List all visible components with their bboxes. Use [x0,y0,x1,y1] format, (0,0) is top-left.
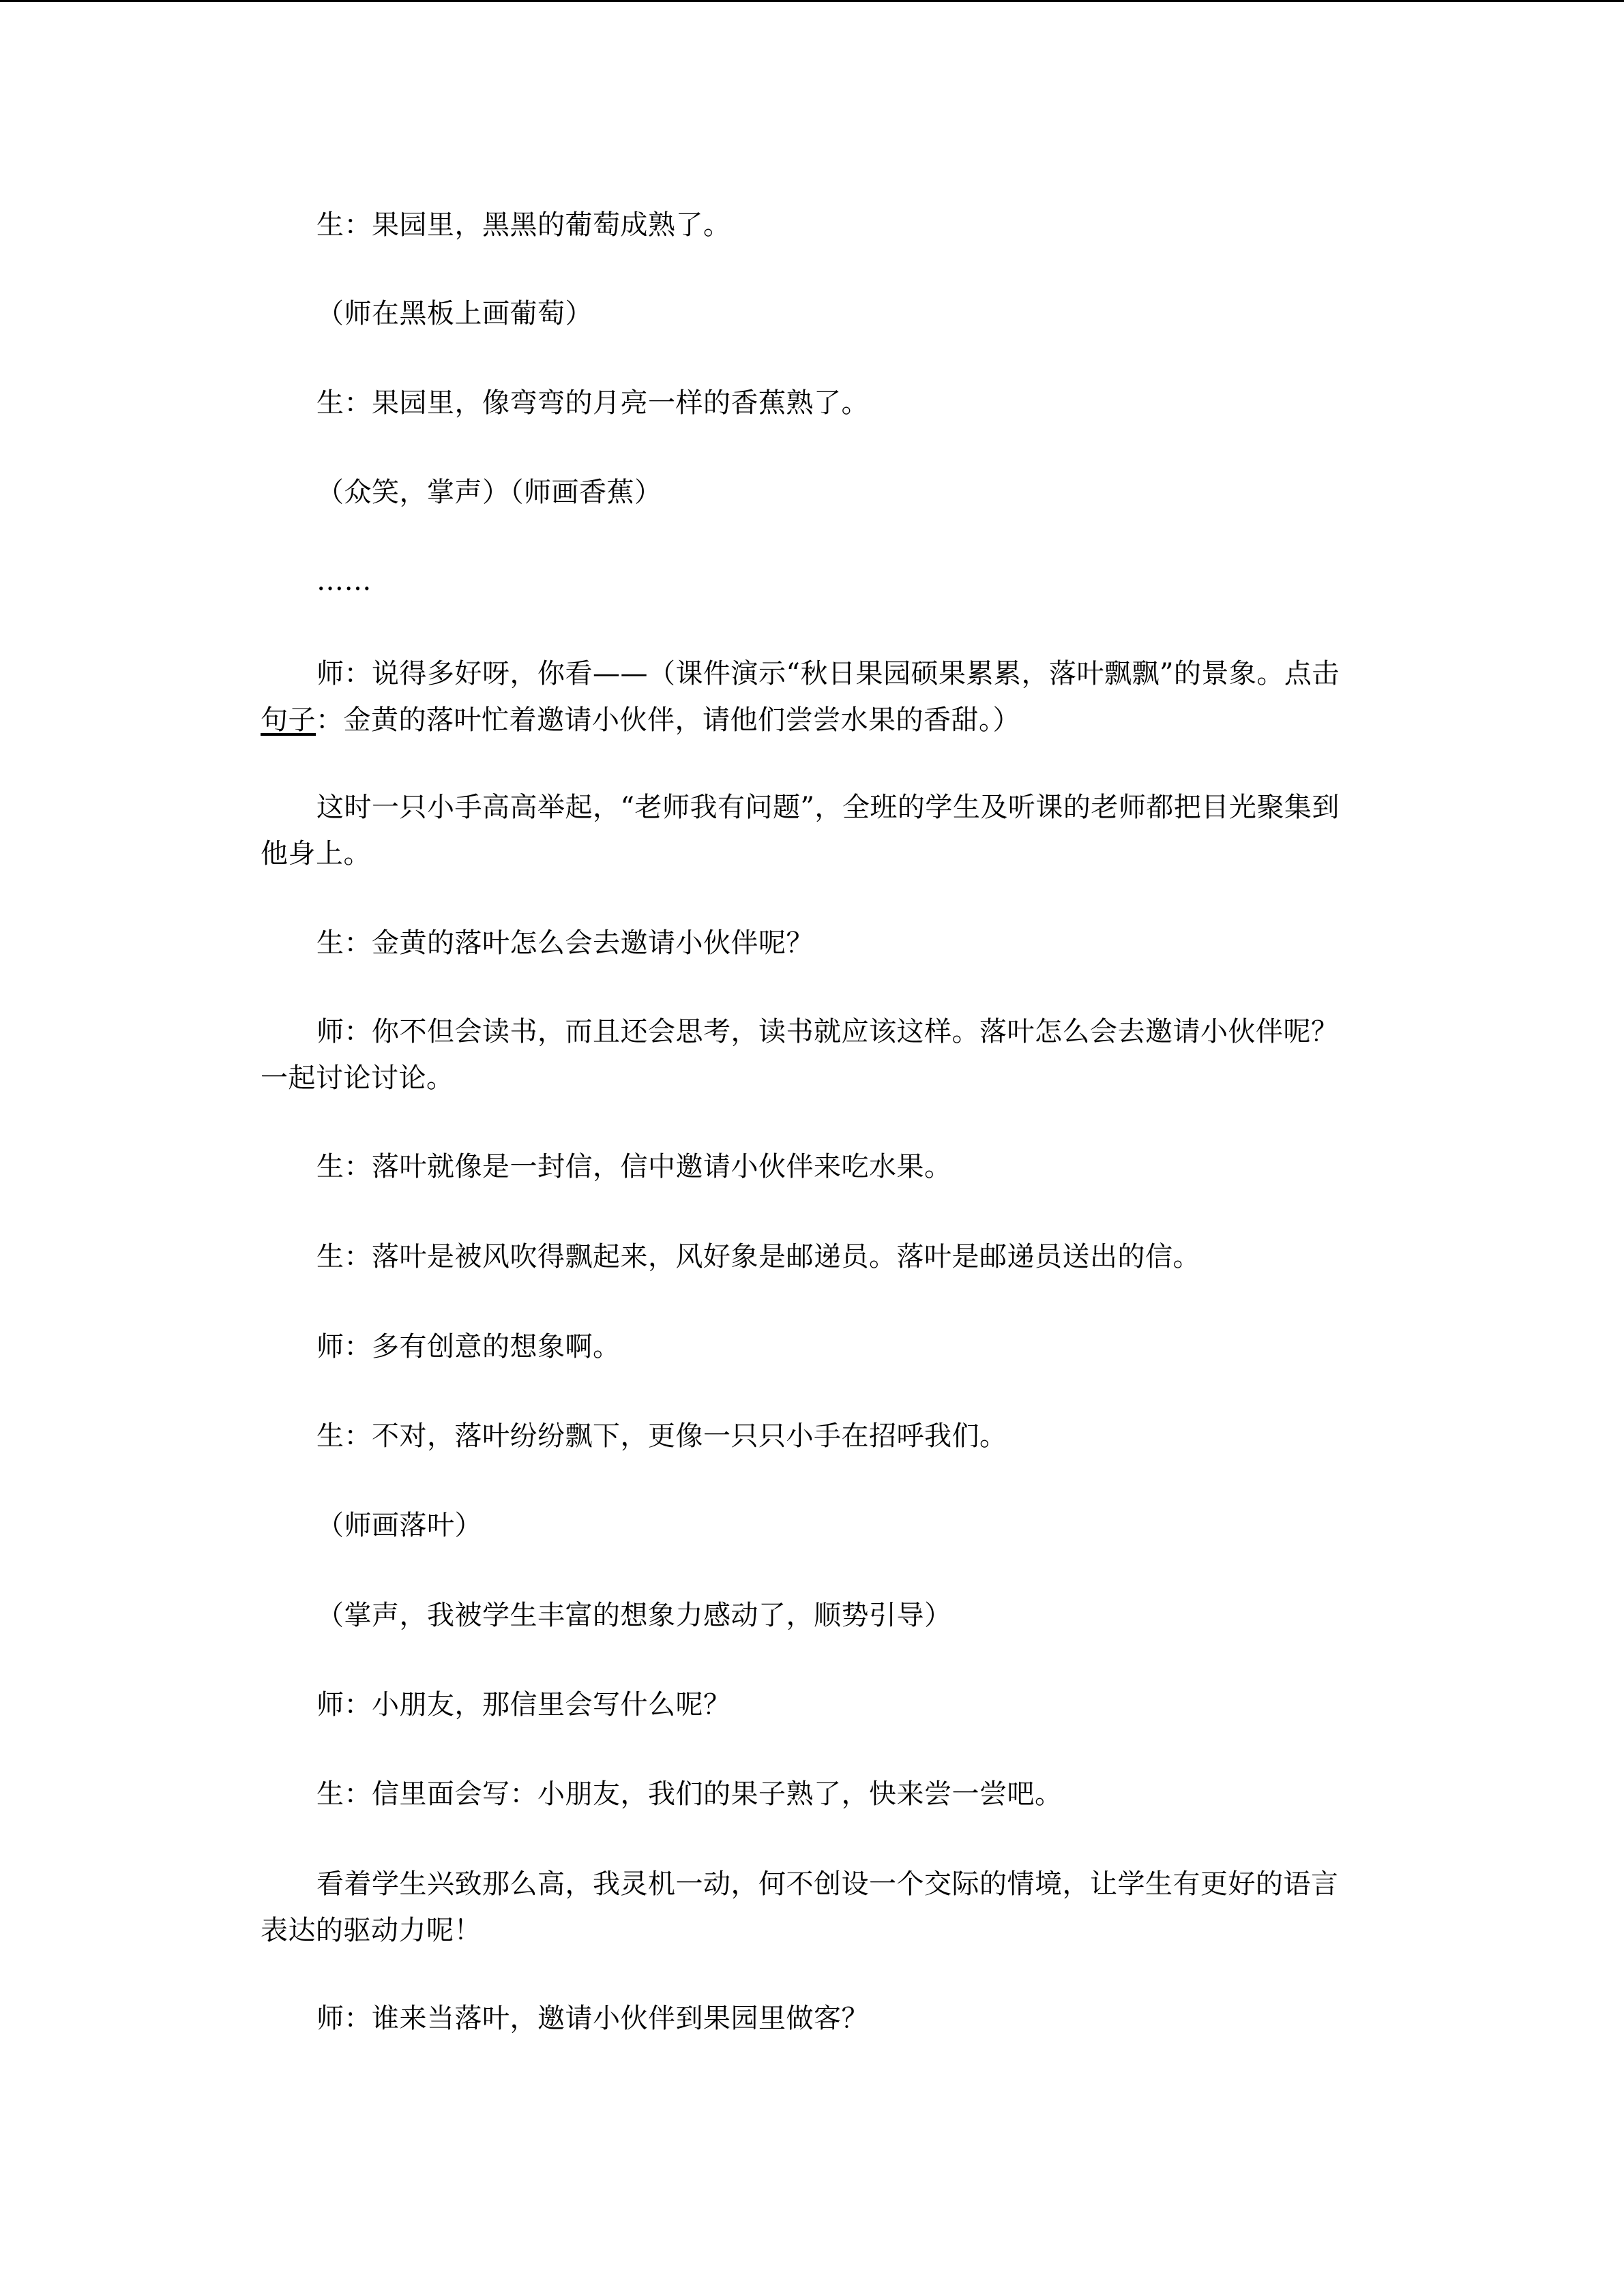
paragraph: （师画落叶） [316,1510,482,1541]
paragraph: 生：果园里，黑黑的葡萄成熟了。 [316,209,731,241]
paragraph: （掌声，我被学生丰富的想象力感动了，顺势引导） [316,1600,952,1631]
paragraph-with-link [261,651,1352,743]
paragraph: 生：金黄的落叶怎么会去邀请小伙伴呢？ [316,927,814,959]
paragraph-text: 师：说得多好呀，你看——（课件演示“秋日果园硕果累累，落叶飘飘”的景象。点击 [316,658,1340,689]
paragraph: 生：果园里，像弯弯的月亮一样的香蕉熟了。 [316,387,869,419]
paragraph: （师在黑板上画葡萄） [316,298,593,329]
paragraph-text: ：金黄的落叶忙着邀请小伙伴，请他们尝尝水果的香甜。） [316,704,1020,736]
paragraph: 生：信里面会写：小朋友，我们的果子熟了，快来尝一尝吧。 [316,1778,1063,1810]
paragraph: 这时一只小手高高举起，“老师我有问题”，全班的学生及听课的老师都把目光聚集到他身上。 [261,792,1340,869]
paragraph: 师：小朋友，那信里会写什么呢？ [316,1689,731,1720]
paragraph: 生：落叶是被风吹得飘起来，风好象是邮递员。落叶是邮递员送出的信。 [316,1241,1200,1272]
paragraph: （众笑，掌声）（师画香蕉） [316,477,662,508]
ellipsis-paragraph: …… [316,565,372,597]
paragraph: 生：不对，落叶纷纷飘下，更像一只只小手在招呼我们。 [316,1420,1007,1452]
paragraph: 师：你不但会读书，而且还会思考，读书就应该这样。落叶怎么会去邀请小伙伴呢？一起讨论讨论。 [261,1016,1339,1094]
paragraph: 师：多有创意的想象啊。 [316,1331,621,1362]
paragraph: 生：落叶就像是一封信，信中邀请小伙伴来吃水果。 [316,1151,952,1182]
paragraph: 看着学生兴致那么高，我灵机一动，何不创设一个交际的情境，让学生有更好的语言表达的驱动力呢！ [261,1868,1339,1946]
sentence-link[interactable]: 句子 [261,704,316,736]
paragraph: 师：谁来当落叶，邀请小伙伴到果园里做客？ [316,2003,869,2034]
